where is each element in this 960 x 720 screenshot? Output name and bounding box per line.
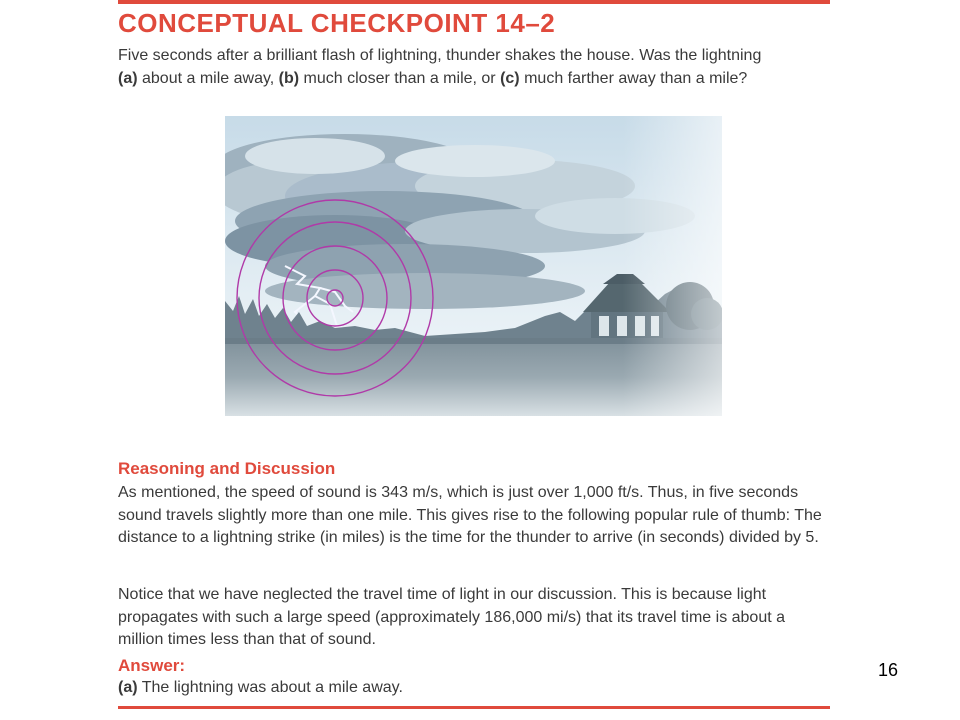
lightning-illustration — [225, 116, 722, 416]
option-c-label: (c) — [500, 70, 520, 87]
reasoning-paragraph-1: As mentioned, the speed of sound is 343 m/s, which is just over 1,000 ft/s. Thus, in five seconds sound travels slightly more than one mile. This gives rise to the following popular rule of thumb: The distance to a lightning strike (in miles) is the time for the thunder to arrive (in seconds) divided by 5. — [118, 484, 822, 546]
answer-statement: The lightning was about a mile away. — [137, 679, 403, 696]
question-text — [118, 44, 830, 90]
option-b-text: much closer than a mile, or — [299, 70, 501, 87]
option-c-text: much farther away than a mile? — [519, 70, 748, 87]
reasoning-paragraph-2: Notice that we have neglected the travel time of light in our discussion. This is because light propagates with such a large speed (approximately 186,000 mi/s) that its travel time is about a million times less than that of sound. — [118, 586, 786, 648]
option-b-label: (b) — [278, 70, 300, 87]
page-number: 16 — [878, 660, 899, 680]
option-a-label: (a) — [118, 70, 138, 87]
question-lead: Five seconds after a brilliant flash of lightning, thunder shakes the house. Was the lightning — [118, 47, 762, 64]
bottom-rule — [118, 706, 830, 709]
answer-heading: Answer: — [118, 656, 186, 675]
answer-option-label: (a) — [118, 679, 138, 696]
answer-text — [118, 679, 403, 697]
option-a-text: about a mile away, — [137, 70, 279, 87]
reasoning-heading: Reasoning and Discussion — [118, 459, 336, 478]
top-rule — [118, 0, 830, 4]
page-title: CONCEPTUAL CHECKPOINT 14–2 — [118, 8, 556, 38]
